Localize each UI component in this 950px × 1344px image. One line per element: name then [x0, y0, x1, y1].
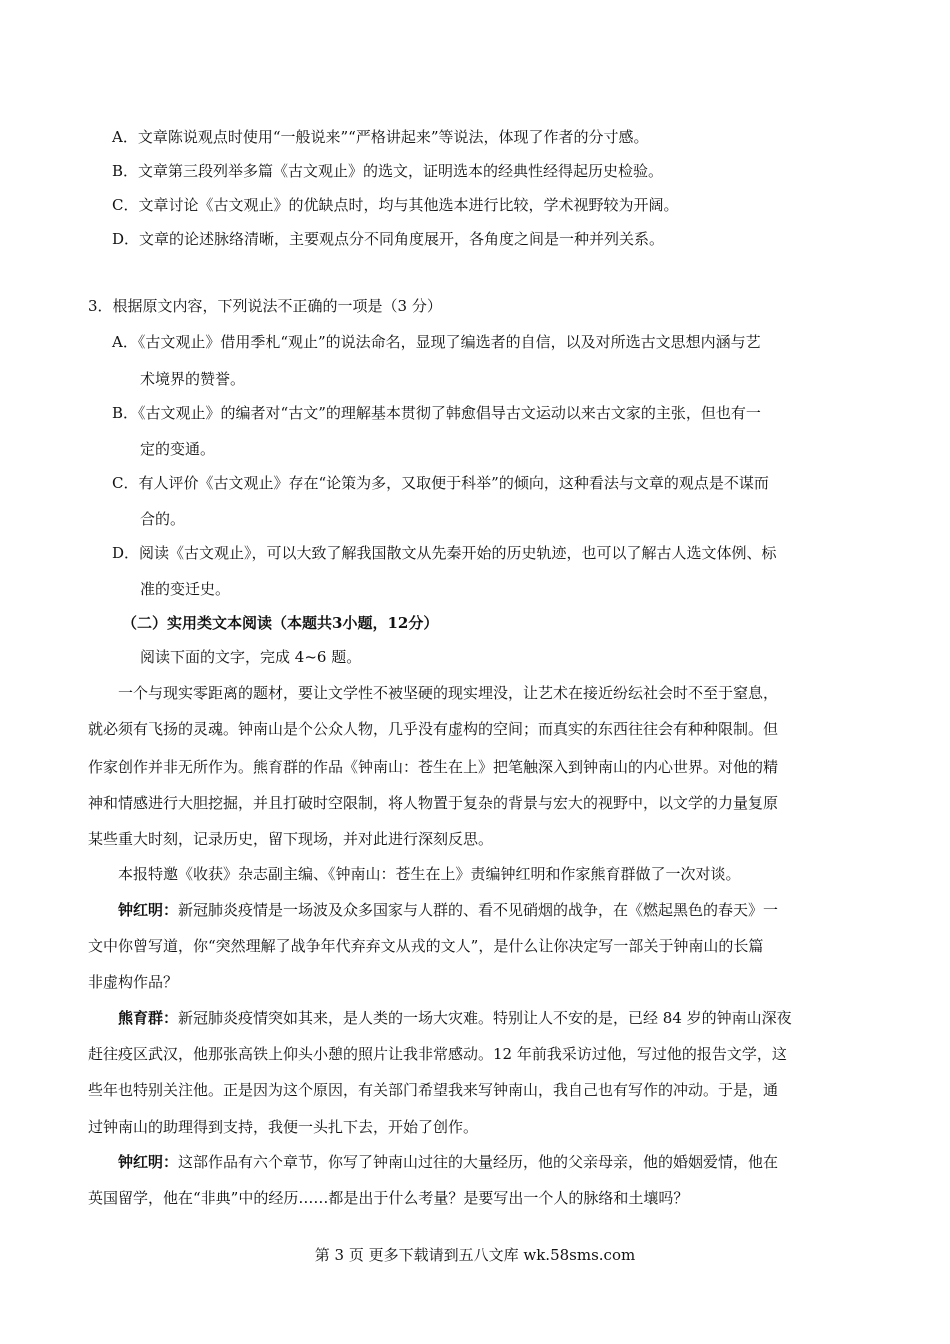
- passage-intro-line: 一个与现实零距离的题材，要让文学性不被坚硬的现实埋没，让艺术在接近纷纭社会时不至于窒息，: [118, 684, 779, 702]
- q3-option-a-cont: 术境界的赞誉。: [140, 370, 246, 388]
- page-footer: 第 3 页 更多下载请到五八文库 wk.58sms.com: [314, 1246, 636, 1264]
- dialogue-2-line: 过钟南山的助理得到支持，我便一头扎下去，开始了创作。: [88, 1118, 479, 1136]
- passage-intro-line: 某些重大时刻，记录历史，留下现场，并对此进行深刻反思。: [88, 830, 494, 848]
- q3-option-c: C．有人评价《古文观止》存在“论策为多，又取便于科举”的倾向，这种看法与文章的观点是不谋而: [112, 474, 769, 492]
- section-instruction: 阅读下面的文字，完成 4~6 题。: [140, 648, 362, 666]
- speaker-label: 钟红明：: [118, 901, 179, 919]
- dialogue-2-line: 些年也特别关注他。正是因为这个原因，有关部门希望我来写钟南山，我自己也有写作的冲动。于是，通: [88, 1081, 779, 1099]
- q3-stem: 3．根据原文内容，下列说法不正确的一项是（3 分）: [88, 297, 442, 315]
- q2-option-b: B．文章第三段列举多篇《古文观止》的选文，证明选本的经典性经得起历史检验。: [112, 162, 664, 180]
- dialogue-1-line: 文中你曾写道，你“突然理解了战争年代弃弃文从戎的文人”，是什么让你决定写一部关于钟南山的长篇: [88, 937, 764, 955]
- dialogue-3-line: 英国留学，他在“非典”中的经历……都是出于什么考量？是要写出一个人的脉络和土壤吗？: [88, 1189, 689, 1207]
- passage-intro-line: 神和情感进行大胆挖掘，并且打破时空限制，将人物置于复杂的背景与宏大的视野中，以文学的力量复原: [88, 794, 779, 812]
- speaker-label: 熊育群：: [118, 1009, 179, 1027]
- q3-option-c-cont: 合的。: [140, 510, 186, 528]
- passage-note: 本报特邀《收获》杂志副主编、《钟南山：苍生在上》责编钟红明和作家熊育群做了一次对谈。: [118, 865, 741, 883]
- q3-option-a: A．《古文观止》借用季札“观止”的说法命名，显现了编选者的自信，以及对所选古文思想内涵与艺: [112, 333, 761, 351]
- dialogue-1-line: 非虚构作品？: [88, 973, 179, 991]
- q3-option-b: B．《古文观止》的编者对“古文”的理解基本贯彻了韩愈倡导古文运动以来古文家的主张，但也有一: [112, 404, 761, 422]
- dialogue-text: 这部作品有六个章节，你写了钟南山过往的大量经历，他的父亲母亲，他的婚姻爱情，他在: [178, 1153, 779, 1171]
- dialogue-3-line: [118, 1152, 778, 1172]
- dialogue-text: 新冠肺炎疫情突如其来，是人类的一场大灾难。特别让人不安的是，已经 84 岁的钟南山深夜: [178, 1009, 792, 1027]
- dialogue-1-line: [118, 900, 778, 920]
- q3-option-d-cont: 准的变迁史。: [140, 580, 231, 598]
- speaker-label: 钟红明：: [118, 1153, 179, 1171]
- q2-option-c: C．文章讨论《古文观止》的优缺点时，均与其他选本进行比较，学术视野较为开阔。: [112, 196, 679, 214]
- q3-option-d: D．阅读《古文观止》，可以大致了解我国散文从先秦开始的历史轨迹，也可以了解古人选文体例、标: [112, 544, 777, 562]
- dialogue-2-line: [118, 1008, 792, 1028]
- dialogue-text: 新冠肺炎疫情是一场波及众多国家与人群的、看不见硝烟的战争，在《燃起黑色的春天》一: [178, 901, 779, 919]
- q2-option-d: D．文章的论述脉络清晰，主要观点分不同角度展开，各角度之间是一种并列关系。: [112, 230, 665, 248]
- q2-option-a: A．文章陈说观点时使用“一般说来”“严格讲起来”等说法，体现了作者的分寸感。: [112, 128, 649, 146]
- dialogue-2-line: 赶往疫区武汉，他那张高铁上仰头小憩的照片让我非常感动。12 年前我采访过他，写过他的报告文学，这: [88, 1045, 787, 1063]
- section-title: （二）实用类文本阅读（本题共3小题，12分）: [122, 614, 439, 632]
- passage-intro-line: 作家创作并非无所作为。熊育群的作品《钟南山：苍生在上》把笔触深入到钟南山的内心世界。对他的精: [88, 758, 779, 776]
- q3-option-b-cont: 定的变通。: [140, 440, 216, 458]
- passage-intro-line: 就必须有飞扬的灵魂。钟南山是个公众人物，几乎没有虚构的空间；而真实的东西往往会有种种限制。但: [88, 720, 779, 738]
